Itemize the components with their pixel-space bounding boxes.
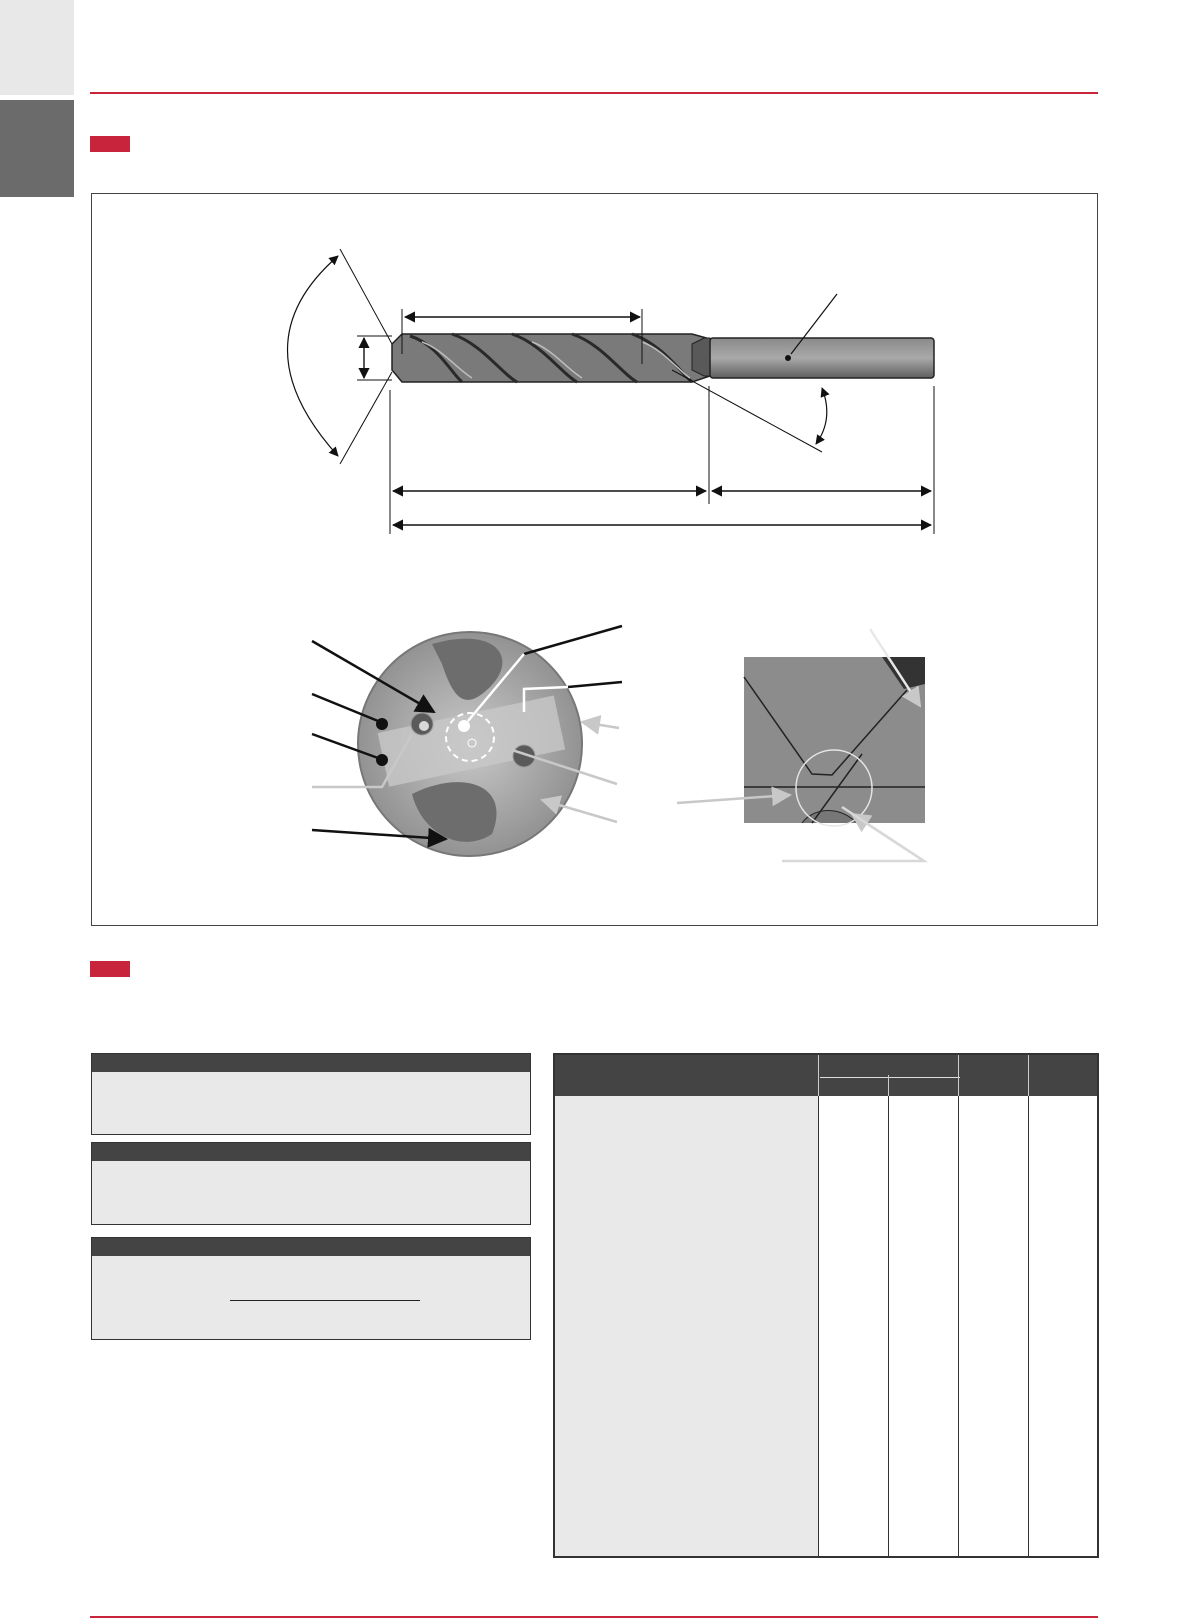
info-panel-3 xyxy=(91,1237,531,1340)
table-header xyxy=(555,1055,1097,1096)
drill-diagrams xyxy=(92,194,1097,925)
panel-header xyxy=(92,1238,530,1256)
footer-rule xyxy=(90,1616,1098,1618)
cutting-edge-detail xyxy=(677,629,925,861)
fraction-line xyxy=(230,1300,420,1301)
drill-side-view xyxy=(288,249,935,534)
info-panel-1 xyxy=(91,1053,531,1135)
section-marker-2 xyxy=(90,961,130,977)
header-rule xyxy=(90,92,1098,94)
table-first-column xyxy=(555,1096,818,1556)
chapter-tab-light xyxy=(0,0,74,95)
panel-header xyxy=(92,1143,530,1161)
drill-diagram-frame xyxy=(91,193,1098,926)
section-marker-1 xyxy=(90,136,130,152)
data-table xyxy=(553,1053,1099,1558)
chapter-tab-active xyxy=(0,100,74,197)
drill-end-view xyxy=(312,626,622,856)
info-panel-2 xyxy=(91,1142,531,1225)
panel-header xyxy=(92,1054,530,1072)
